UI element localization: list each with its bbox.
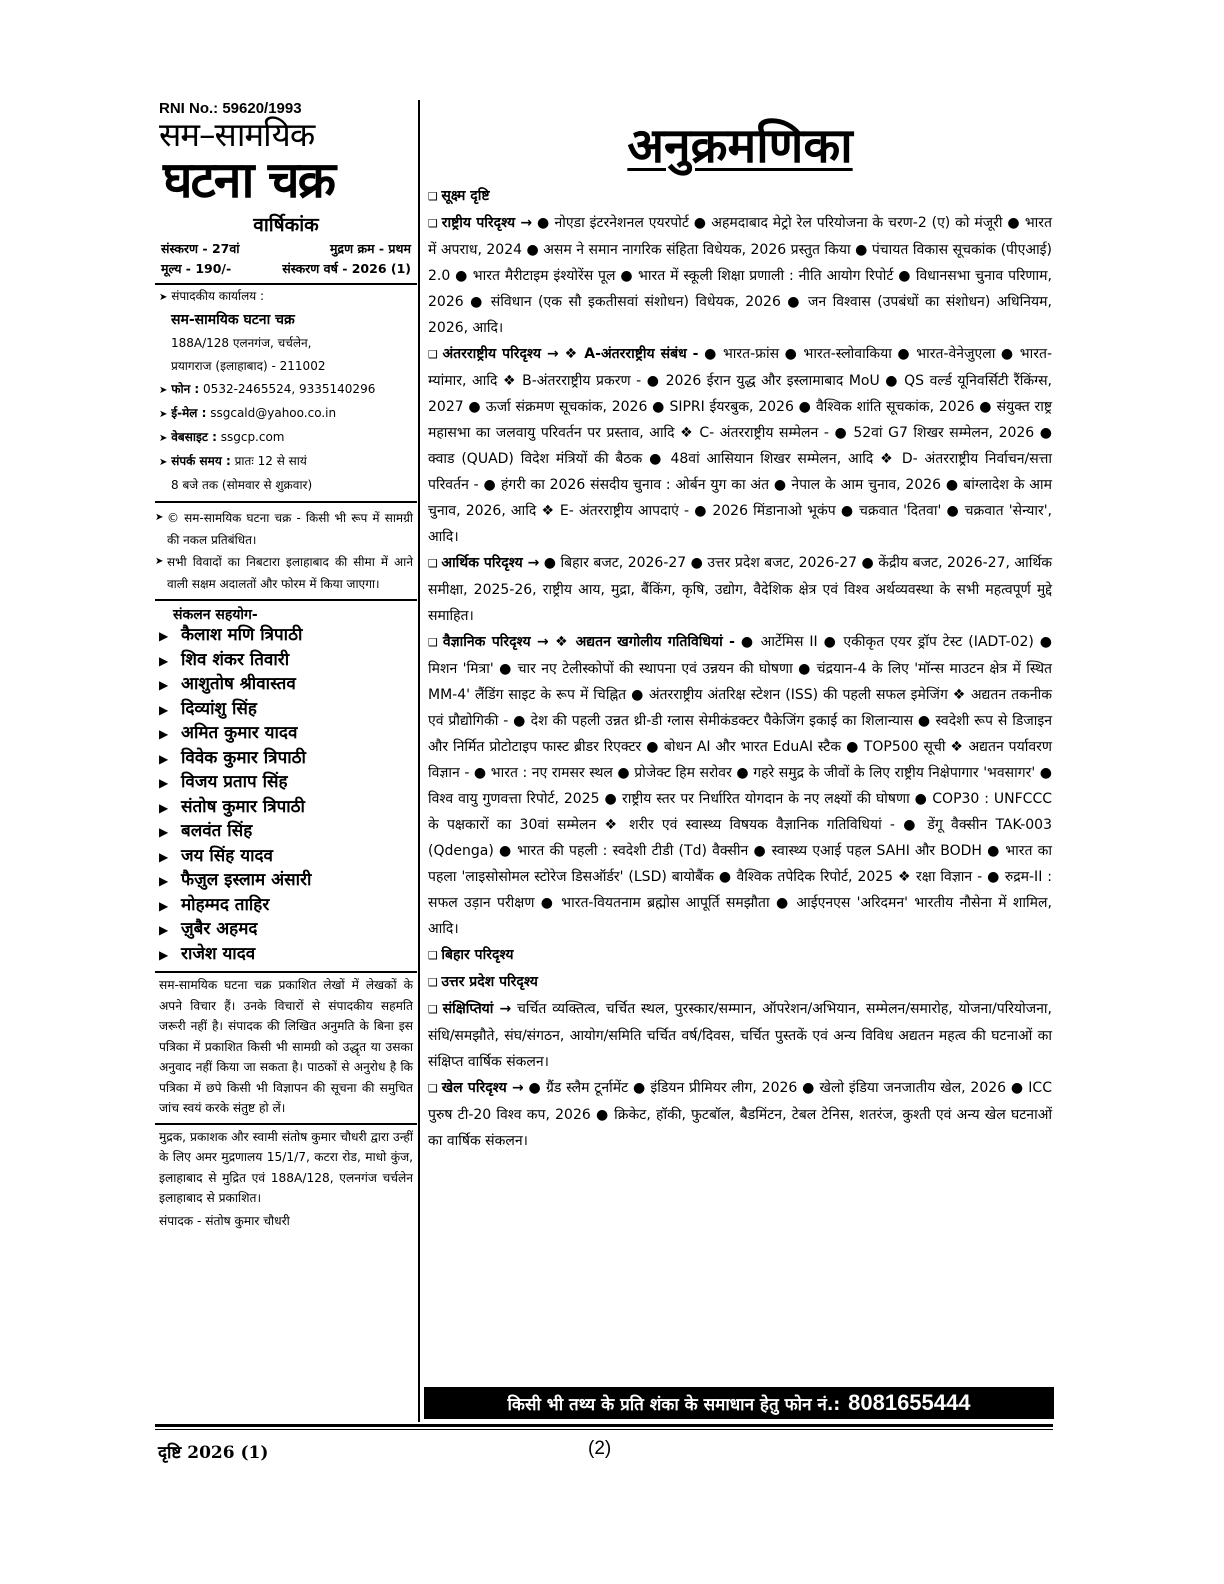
office-name: सम-सामयिक घटना चक्र xyxy=(171,312,295,328)
phone: 0532-2465524, 9335140296 xyxy=(203,382,376,396)
footer-rule xyxy=(155,1429,1053,1430)
contributor-name: मोहम्मद ताहिर xyxy=(181,894,270,915)
contributor-item xyxy=(155,894,417,919)
contributor-name: शिव शंकर तिवारी xyxy=(181,649,290,670)
contributor-name: संतोष कुमार त्रिपाठी xyxy=(181,796,305,817)
bullet-icon: ▶ xyxy=(159,702,169,717)
contact-time1: प्रातः 12 से सायं xyxy=(234,454,307,468)
divider xyxy=(155,599,417,601)
contributor-item xyxy=(155,943,417,968)
section-body: ● भारत-फ्रांस ● भारत-स्लोवाकिया ● भारत-वेनेजुएला ● भारत-म्यांमार, आदि ❖ B-अंतरराष्ट्रीय प्रकरण - ● 2026 ईरान युद्ध और इस्लामाबाद MoU ● QS वर्ल्ड यूनिवर्सिटी रैंकिंग्स, 2027 ● ऊर्जा संक्रमण सूचकांक, 2026 ● SIPRI ईयरबुक, 2026 ● वैश्विक शांति सूचकांक, 2026 ● संयुक्त राष्ट्र महासभा का जलवायु परिवर्तन पर प्रस्ताव, आदि ❖ C- अंतरराष्ट्रीय सम्मेलन - ● 52वां G7 शिखर सम्मेलन, 2026 ● क्वाड (QUAD) विदेश मंत्रियों की बैठक ● 48वां आसियान शिखर सम्मेलन, आदि ❖ D- अंतरराष्ट्रीय निर्वाचन/सत्ता परिवर्तन - ● हंगरी का 2026 संसदीय चुनाव : ओर्बन युग का अंत ● नेपाल के आम चुनाव, 2026 ● बांग्लादेश के आम चुनाव, 2026, आदि ❖ E- अंतरराष्ट्रीय आपदाएं - ● 2026 मिंडानाओ भूकंप ● चक्रवात 'दितवा' ● चक्रवात 'सेन्यार', आदि। xyxy=(428,346,1053,545)
contributor-name: दिव्यांशु सिंह xyxy=(181,698,257,719)
section-body: ● बिहार बजट, 2026-27 ● उत्तर प्रदेश बजट, 2026-27 ● केंद्रीय बजट, 2026-27, आर्थिक समीक्षा, 2025-26, राष्ट्रीय आय, मुद्रा, बैंकिंग, कृषि, उद्योग, वैदेशिक क्षेत्र एवं विश्व अर्थव्यवस्था के सभी महत्वपूर्ण मुद्दे समाहित। xyxy=(428,555,1053,624)
section-body: ● नोएडा इंटरनेशनल एयरपोर्ट ● अहमदाबाद मेट्रो रेल परियोजना के चरण-2 (ए) को मंजूरी ● भारत में अपराध, 2024 ● असम ने समान नागरिक संहिता विधेयक, 2026 प्रस्तुत किया ● पंचायत विकास सूचकांक (पीएआई) 2.0 ● भारत मैरीटाइम इंश्योरेंस पूल ● भारत में स्कूली शिक्षा प्रणाली : नीति आयोग रिपोर्ट ● विधानसभा चुनाव परिणाम, 2026 ● संविधान (एक सौ इकतीसवां संशोधन) विधेयक, 2026 ● जन विश्वास (उपबंधों का संशोधन) अधिनियम, 2026, आदि। xyxy=(428,215,1053,336)
masthead-title-line2: घटना चक्र xyxy=(163,151,335,209)
contents-section xyxy=(428,1075,1052,1154)
bullet-icon: ▶ xyxy=(159,947,169,962)
section-title: अंतरराष्ट्रीय परिदृश्य → ❖ A-अंतरराष्ट्रीय संबंध - xyxy=(442,346,699,362)
editor: संपादक - संतोष कुमार चौधरी xyxy=(159,1213,290,1228)
imprint: मुद्रक, प्रकाशक और स्वामी संतोष कुमार चौधरी द्वारा उन्हीं के लिए अमर मुद्रणालय 15/1/7, कटरा रोड, माधो कुंज, इलाहाबाद से मुद्रित एवं 188A/128, एलनगंज चर्चलेन इलाहाबाद से प्रकाशित। xyxy=(159,1129,413,1205)
contributors-list xyxy=(155,624,417,967)
arrow-icon: ➤ xyxy=(159,385,168,396)
section-body: चर्चित व्यक्तित्व, चर्चित स्थल, पुरस्कार/सम्मान, ऑपरेशन/अभियान, सम्मेलन/समारोह, योजना/परियोजना, संधि/समझौते, संघ/संगठन, आयोग/समिति चर्चित वर्ष/दिवस, चर्चित पुस्तकें एवं अन्य विविध अद्यतन महत्व की घटनाओं का संक्षिप्त वार्षिक संकलन। xyxy=(428,1001,1052,1070)
contents-section xyxy=(428,996,1052,1075)
section-title: बिहार परिदृश्य xyxy=(441,947,514,963)
price-row xyxy=(161,260,411,277)
office-info xyxy=(159,285,417,497)
query-banner xyxy=(424,1387,1054,1419)
contact-time2: 8 बजे तक (सोमवार से शुक्रवार) xyxy=(171,478,313,492)
contributor-name: फैज़ुल इस्लाम अंसारी xyxy=(181,870,312,890)
checkbox-icon: ❑ xyxy=(428,949,442,962)
contributor-name: राजेश यादव xyxy=(181,943,256,964)
divider xyxy=(155,1123,417,1125)
contributor-item xyxy=(155,698,417,723)
contents-section xyxy=(428,629,1052,942)
section-title: आर्थिक परिदृश्य → xyxy=(441,555,540,571)
section-title: खेल परिदृश्य → xyxy=(441,1080,524,1096)
bullet-icon: ▶ xyxy=(159,825,169,839)
footer-issue: दृष्टि 2026 (1) xyxy=(158,1443,269,1463)
bullet-icon: ▶ xyxy=(159,727,169,741)
office-address2: प्रयागराज (इलाहाबाद) - 211002 xyxy=(171,359,326,373)
section-body: ● ग्रैंड स्लैम टूर्नामेंट ● इंडियन प्रीमियर लीग, 2026 ● खेलो इंडिया जनजातीय खेल, 2026 ● ICC पुरुष टी-20 विश्व कप, 2026 ● क्रिकेट, हॉकी, फुटबॉल, बैडमिंटन, टेबल टेनिस, शतरंज, कुश्ती एवं अन्य खेल घटनाओं का वार्षिक संकलन। xyxy=(428,1080,1052,1149)
contributor-name: कैलाश मणि त्रिपाठी xyxy=(181,625,303,645)
edition: संस्करण - 27वां xyxy=(161,241,240,256)
contact-label: संपर्क समय : xyxy=(171,454,231,468)
contents-section xyxy=(428,550,1052,629)
contributor-name: अमित कुमार यादव xyxy=(181,723,298,743)
bullet-icon: ▶ xyxy=(159,923,169,937)
footer-rule xyxy=(155,1424,1053,1427)
contributor-item xyxy=(155,845,417,870)
checkbox-icon: ❑ xyxy=(428,557,442,570)
section-body: ● आर्टेमिस II ● एकीकृत एयर ड्रॉप टेस्ट (IADT-02) ● मिशन 'मित्रा' ● चार नए टेलीस्कोपों की स्थापना एवं उन्नयन की घोषणा ● चंद्रयान-4 के लिए 'मॉन्स माउटन क्षेत्र में स्थित MM-4' लैंडिंग साइट के रूप में चिह्नित ● अंतरराष्ट्रीय अंतरिक्ष स्टेशन (ISS) की पहली सफल इमेजिंग ❖ अद्यतन तकनीक एवं प्रौद्योगिकी - ● देश की पहली उन्नत थ्री-डी ग्लास सेमीकंडक्टर पैकेजिंग इकाई का शिलान्यास ● स्वदेशी रूप से डिजाइन और निर्मित प्रोटोटाइप फास्ट ब्रीडर रिएक्टर ● बोधन AI और भारत EduAI स्टैक ● TOP500 सूची ❖ अद्यतन पर्यावरण विज्ञान - ● भारत : नए रामसर स्थल ● प्रोजेक्ट हिम सरोवर ● गहरे समुद्र के जीवों के लिए राष्ट्रीय निक्षेपागार 'भवसागर' ● विश्व वायु गुणवत्ता रिपोर्ट, 2025 ● राष्ट्रीय स्तर पर निर्धारित योगदान के नए लक्ष्यों की घोषणा ● COP30 : UNFCCC के पक्षकारों का 30वां सम्मेलन ❖ शरीर एवं स्वास्थ्य विषयक वैज्ञानिक गतिविधियां - ● डेंगू वैक्सीन TAK-003 (Qdenga) ● भारत की पहली : स्वदेशी टीडी (Td) वैक्सीन ● स्वास्थ्य एआई पहल SAHI और BODH ● भारत का पहला 'लाइसोसोमल स्टोरेज डिसऑर्डर' (LSD) बायोबैंक ● वैश्विक तपेदिक रिपोर्ट, 2025 ❖ रक्षा विज्ञान - ● रुद्रम-II : सफल उड़ान परीक्षण ● भारत-वियतनाम ब्रह्मोस आपूर्ति समझौता ● आईएनएस 'अरिदमन' भारतीय नौसेना में शामिल, आदि। xyxy=(428,634,1053,937)
section-title: उत्तर प्रदेश परिदृश्य xyxy=(441,974,538,990)
bullet-icon: ▶ xyxy=(159,874,169,888)
contributor-item xyxy=(155,796,417,821)
bullet-icon: ▶ xyxy=(159,898,169,913)
price: मूल्य - 190/- xyxy=(161,261,232,276)
bullet-icon: ▶ xyxy=(159,800,169,815)
email-label: ई-मेल : xyxy=(171,406,207,420)
contributor-name: जय सिंह यादव xyxy=(181,845,273,866)
contributor-item xyxy=(155,747,417,772)
contents-heading: अनुक्रमणिका xyxy=(627,118,853,174)
contents-column xyxy=(428,108,1052,1154)
contributor-item xyxy=(155,649,417,674)
section-title: संक्षिप्तियां → xyxy=(442,1001,512,1017)
arrow-icon: ➤ xyxy=(155,512,164,523)
edition-year: संस्करण वर्ष - 2026 (1) xyxy=(282,261,411,276)
arrow-icon: ➤ xyxy=(155,556,164,567)
divider xyxy=(155,971,417,973)
note-item: ➤ सभी विवादों का निबटारा इलाहाबाद की सीमा में आने वाली सक्षम अदालतों और फोरम में किया जाएगा। xyxy=(155,551,413,595)
bullet-icon: ▶ xyxy=(159,629,169,643)
banner-text: किसी भी तथ्य के प्रति शंका के समाधान हेतु फोन नं.: xyxy=(507,1394,841,1415)
notes xyxy=(155,507,417,595)
contributor-item xyxy=(155,673,417,698)
contents-section xyxy=(428,210,1052,341)
contents-section xyxy=(428,183,1052,210)
print-order: मुद्रण क्रम - प्रथम xyxy=(329,241,411,256)
rni-number: RNI No.: 59620/1993 xyxy=(159,100,302,117)
annual-label: वार्षिकांक xyxy=(253,214,319,236)
masthead-title-line1: सम–सामयिक xyxy=(159,115,315,154)
checkbox-icon: ❑ xyxy=(428,217,442,230)
checkbox-icon: ❑ xyxy=(428,190,442,203)
disclaimer: सम-सामयिक घटना चक्र प्रकाशित लेखों में लेखकों के अपने विचार हैं। उनके विचारों से संपादकीय सहमति जरूरी नहीं है। संपादक की लिखित अनुमति के बिना इस पत्रिका में प्रकाशित किसी भी सामग्री को उद्धृत या उसका अनुवाद नहीं किया जा सकता है। पाठकों से अनुरोध है कि पत्रिका में छपे किसी भी विज्ञापन की सूचना की समुचित जांच स्वयं करके संतुष्ट हो लें। xyxy=(159,978,413,1115)
column-divider xyxy=(418,100,420,1422)
contributor-item xyxy=(155,820,417,845)
bullet-icon: ▶ xyxy=(159,776,169,790)
contributor-item xyxy=(155,771,417,796)
contributor-item xyxy=(155,722,417,747)
arrow-icon: ➤ xyxy=(159,457,168,468)
arrow-icon: ➤ xyxy=(159,409,168,420)
bullet-icon: ▶ xyxy=(159,751,169,766)
arrow-icon: ➤ xyxy=(159,433,168,444)
note-item: ➤ © सम-सामयिक घटना चक्र - किसी भी रूप में सामग्री की नकल प्रतिबंधित। xyxy=(155,507,413,551)
contributor-name: बलवंत सिंह xyxy=(181,821,253,841)
page-number: (2) xyxy=(588,1438,612,1459)
bullet-icon: ▶ xyxy=(159,653,169,668)
checkbox-icon: ❑ xyxy=(428,1082,442,1095)
edition-row xyxy=(161,240,411,257)
bullet-icon: ▶ xyxy=(159,849,169,864)
checkbox-icon: ❑ xyxy=(428,1003,443,1016)
contents-section xyxy=(428,341,1052,550)
checkbox-icon: ❑ xyxy=(428,636,443,649)
contributor-name: विवेक कुमार त्रिपाठी xyxy=(181,747,306,768)
email[interactable]: ssgcald@yahoo.co.in xyxy=(210,406,337,420)
contributor-name: आशुतोष श्रीवास्तव xyxy=(181,674,296,694)
contributor-name: विजय प्रताप सिंह xyxy=(181,772,288,792)
contributor-item xyxy=(155,869,417,894)
contents-section xyxy=(428,942,1052,969)
office-address1: 188A/128 एलनगंज, चर्चलेन, xyxy=(171,336,312,350)
contributor-name: ज़ुबैर अहमद xyxy=(181,919,258,939)
website-label: वेबसाइट : xyxy=(171,430,217,444)
office-label: संपादकीय कार्यालय : xyxy=(171,289,265,303)
divider xyxy=(155,501,417,503)
contents-section xyxy=(428,969,1052,996)
bullet-icon: ▶ xyxy=(159,678,169,692)
checkbox-icon: ❑ xyxy=(428,348,443,361)
contributor-item xyxy=(155,918,417,943)
left-column xyxy=(155,100,417,1233)
banner-phone[interactable]: 8081655444 xyxy=(848,1390,971,1415)
phone-label: फोन : xyxy=(171,382,200,396)
contents-sections xyxy=(428,183,1052,1154)
section-title: राष्ट्रीय परिदृश्य → xyxy=(441,215,533,231)
arrow-icon: ➤ xyxy=(159,292,168,303)
contributor-item xyxy=(155,624,417,649)
website[interactable]: ssgcp.com xyxy=(220,430,285,444)
section-title: सूक्ष्म दृष्टि xyxy=(441,188,490,204)
checkbox-icon: ❑ xyxy=(428,976,442,989)
section-title: वैज्ञानिक परिदृश्य → ❖ अद्यतन खगोलीय गतिविधियां - xyxy=(442,634,735,650)
contributors-heading: संकलन सहयोग- xyxy=(173,607,258,623)
